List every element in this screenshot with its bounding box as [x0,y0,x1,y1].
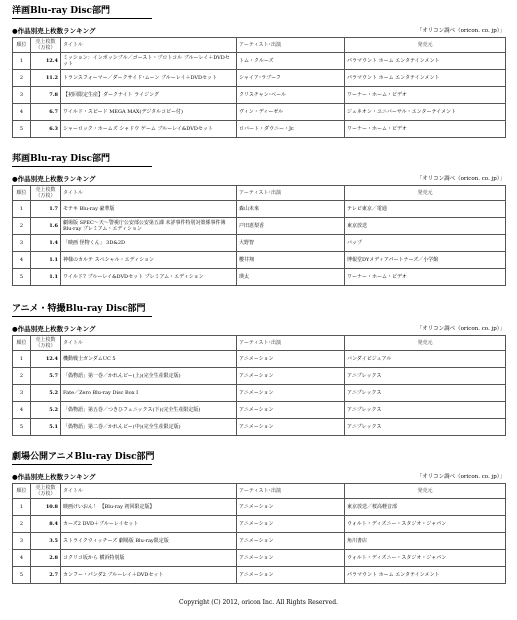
rank-cell: 5 [13,121,31,138]
sales-cell: 5.2 [31,402,61,419]
sales-cell: 12.4 [31,53,61,70]
artist-cell: ロバート・ダウニー・Jr. [237,121,345,138]
sales-cell: 2.7 [31,567,61,584]
publisher-cell: テレビ東京／電通 [345,201,506,218]
table-row [13,53,506,70]
title-cell: 「偽物語」第五巻／つきひフェニックス(下)(完全生産限定版) [61,402,237,419]
section-title: アニメ・特撮Blu-ray Disc部門 [12,304,152,317]
table-row [13,419,506,436]
copyright-footer: Copyright (C) 2012, oricon Inc. All Rights Reserved. [179,599,338,606]
sales-cell: 1.6 [31,218,61,235]
rank-cell: 3 [13,235,31,252]
rank-cell: 5 [13,269,31,286]
rank-cell: 4 [13,550,31,567]
table-row [13,402,506,419]
section-subheader [12,173,505,183]
rank-cell: 1 [13,499,31,516]
artist-cell: クリスチャン･ベール [237,87,345,104]
col-header-rank: 順位 [13,336,31,351]
title-cell: シャーロック・ホームズ シャドウ ゲーム ブルーレイ&DVDセット [61,121,237,138]
ranking-subtitle: ●作品別売上枚数ランキング [12,324,96,333]
sales-cell: 11.2 [31,70,61,87]
rank-cell: 2 [13,516,31,533]
col-header-publisher: 発売元 [345,38,506,53]
title-cell: カーズ2 DVD＋ブルーレイセット [61,516,237,533]
sales-cell: 8.4 [31,516,61,533]
publisher-cell: 東京放送／桜高軽音部 [345,499,506,516]
artist-cell: 櫻井翔 [237,252,345,269]
artist-cell: 戸田恵梨香 [237,218,345,235]
table-row [13,368,506,385]
table-row [13,351,506,368]
section-subheader [12,323,505,333]
section-title: 劇場公開アニメBlu-ray Disc部門 [12,452,152,465]
sales-cell: 12.4 [31,351,61,368]
title-cell: 映画けいおん！ 【Blu-ray 初回限定版】 [61,499,237,516]
table-header-row [13,336,506,351]
publisher-cell: アニプレックス [345,419,506,436]
source-note: 「オリコン調べ（oricon. co. jp）」 [416,474,505,480]
title-cell: モテキ Blu-ray 豪華版 [61,201,237,218]
artist-cell: 大野智 [237,235,345,252]
table-row [13,70,506,87]
rank-cell: 2 [13,218,31,235]
sales-cell: 3.5 [31,533,61,550]
publisher-cell: ワーナー・ホーム・ビデオ [345,269,506,286]
sales-cell: 7.8 [31,87,61,104]
artist-cell: アニメーション [237,567,345,584]
title-cell: カンフー・パンダ2 ブルーレイ＋DVDセット [61,567,237,584]
col-header-sales: 売上枚数（万枚） [31,336,61,351]
title-cell: ワイルド・スピード MEGA MAX(デジタルコピー付) [61,104,237,121]
col-header-title: タイトル [61,336,237,351]
publisher-cell: 東京放送 [345,218,506,235]
publisher-cell: ワーナー・ホーム・ビデオ [345,121,506,138]
rank-cell: 2 [13,70,31,87]
title-cell: 神様のカルテ スペシャル・エディション [61,252,237,269]
table-row [13,235,506,252]
source-note: 「オリコン調べ（oricon. co. jp）」 [416,176,505,182]
title-cell: 機動戦士ガンダムUC 5 [61,351,237,368]
artist-cell: アニメーション [237,385,345,402]
table-row [13,252,506,269]
artist-cell: ヴィン・ディーゼル [237,104,345,121]
ranking-table [12,483,506,584]
sales-cell: 1.7 [31,201,61,218]
sales-cell: 10.8 [31,499,61,516]
title-cell: Fate／Zero Blu-ray Disc Box Ⅰ [61,385,237,402]
artist-cell: 森山未來 [237,201,345,218]
section-title: 洋画Blu-ray Disc部門 [12,6,152,19]
artist-cell: アニメーション [237,402,345,419]
title-cell: ミッション：インポッシブル／ゴースト・プロトコル ブルーレイ＋DVDセット [61,53,237,70]
publisher-cell: ウォルト・ディズニー・スタジオ・ジャパン [345,550,506,567]
rank-cell: 5 [13,567,31,584]
title-cell: ワイルド7 ブルーレイ&DVDセット プレミアム・エディション [61,269,237,286]
col-header-artist: アーティスト･出演 [237,484,345,499]
col-header-title: タイトル [61,484,237,499]
table-row [13,87,506,104]
sales-cell: 1.1 [31,252,61,269]
artist-cell: アニメーション [237,368,345,385]
rank-cell: 4 [13,402,31,419]
col-header-sales: 売上枚数（万枚） [31,186,61,201]
table-row [13,550,506,567]
table-row [13,567,506,584]
publisher-cell: バンダイビジュアル [345,351,506,368]
table-header-row [13,484,506,499]
section-subheader [12,25,505,35]
section-subheader [12,471,505,481]
artist-cell: アニメーション [237,419,345,436]
table-row [13,218,506,235]
section-title: 邦画Blu-ray Disc部門 [12,154,152,167]
section-theatrical-anime-bluray [12,452,505,584]
artist-cell: 瑛太 [237,269,345,286]
col-header-artist: アーティスト･出演 [237,336,345,351]
publisher-cell: アニプレックス [345,385,506,402]
sales-cell: 1.1 [31,269,61,286]
rank-cell: 1 [13,351,31,368]
publisher-cell: ジェネオン・ユニバーサル・エンターテイメント [345,104,506,121]
col-header-publisher: 発売元 [345,484,506,499]
title-cell: 【初回限定生産】ダークナイト ライジング [61,87,237,104]
title-cell: 劇場版 SPEC～天～警視庁公安部公安第五課 未詳事件特別対策係事件簿 Blu-ray プレミアム・エディション [61,218,237,235]
table-row [13,269,506,286]
sales-cell: 5.2 [31,385,61,402]
col-header-title: タイトル [61,38,237,53]
table-header-row [13,38,506,53]
section-japanese-bluray [12,154,505,286]
sales-cell: 2.8 [31,550,61,567]
ranking-subtitle: ●作品別売上枚数ランキング [12,26,96,35]
title-cell: トランスフォーマー／ダークサイド･ムーン ブルーレイ＋DVDセット [61,70,237,87]
col-header-sales: 売上枚数（万枚） [31,38,61,53]
rank-cell: 2 [13,368,31,385]
rank-cell: 3 [13,385,31,402]
rank-cell: 4 [13,252,31,269]
table-header-row [13,186,506,201]
rank-cell: 3 [13,87,31,104]
publisher-cell: ウォルト・ディズニー・スタジオ・ジャパン [345,516,506,533]
publisher-cell: パラマウント ホーム エンタテインメント [345,53,506,70]
ranking-table [12,185,506,286]
title-cell: 「偽物語」第一巻／かれんビー(上)(完全生産限定版) [61,368,237,385]
table-row [13,499,506,516]
artist-cell: アニメーション [237,499,345,516]
rank-cell: 3 [13,533,31,550]
col-header-publisher: 発売元 [345,336,506,351]
title-cell: 「映画 怪物くん」 3D&2D [61,235,237,252]
rank-cell: 4 [13,104,31,121]
col-header-rank: 順位 [13,484,31,499]
rank-cell: 1 [13,201,31,218]
table-row [13,104,506,121]
table-row [13,533,506,550]
ranking-table [12,37,506,138]
publisher-cell: アニプレックス [345,368,506,385]
artist-cell: トム・クルーズ [237,53,345,70]
table-row [13,385,506,402]
ranking-subtitle: ●作品別売上枚数ランキング [12,472,96,481]
section-western-bluray [12,6,505,138]
col-header-artist: アーティスト･出演 [237,186,345,201]
artist-cell: シャイア･ラブーフ [237,70,345,87]
artist-cell: アニメーション [237,533,345,550]
title-cell: コクリコ坂から 横浜特別版 [61,550,237,567]
col-header-artist: アーティスト･出演 [237,38,345,53]
sales-cell: 1.4 [31,235,61,252]
publisher-cell: 博報堂DYメディアパートナーズ／小学館 [345,252,506,269]
table-row [13,516,506,533]
sales-cell: 6.3 [31,121,61,138]
section-anime-tokusatsu-bluray [12,304,505,436]
table-row [13,201,506,218]
artist-cell: アニメーション [237,351,345,368]
sales-cell: 6.7 [31,104,61,121]
artist-cell: アニメーション [237,516,345,533]
title-cell: 「偽物語」第二巻／かれんビー(中)(完全生産限定版) [61,419,237,436]
col-header-sales: 売上枚数（万枚） [31,484,61,499]
rank-cell: 5 [13,419,31,436]
publisher-cell: パラマウント ホーム エンタテインメント [345,70,506,87]
table-row [13,121,506,138]
sales-cell: 5.1 [31,419,61,436]
source-note: 「オリコン調べ（oricon. co. jp）」 [416,28,505,34]
sales-cell: 5.7 [31,368,61,385]
col-header-rank: 順位 [13,186,31,201]
col-header-title: タイトル [61,186,237,201]
col-header-publisher: 発売元 [345,186,506,201]
ranking-subtitle: ●作品別売上枚数ランキング [12,174,96,183]
publisher-cell: ワーナー・ホーム・ビデオ [345,87,506,104]
publisher-cell: バップ [345,235,506,252]
publisher-cell: パラマウント ホーム エンタテインメント [345,567,506,584]
ranking-table [12,335,506,436]
publisher-cell: アニプレックス [345,402,506,419]
artist-cell: アニメーション [237,550,345,567]
source-note: 「オリコン調べ（oricon. co. jp）」 [416,326,505,332]
title-cell: ストライクウィッチーズ 劇場版 Blu-ray限定版 [61,533,237,550]
publisher-cell: 角川書店 [345,533,506,550]
rank-cell: 1 [13,53,31,70]
col-header-rank: 順位 [13,38,31,53]
